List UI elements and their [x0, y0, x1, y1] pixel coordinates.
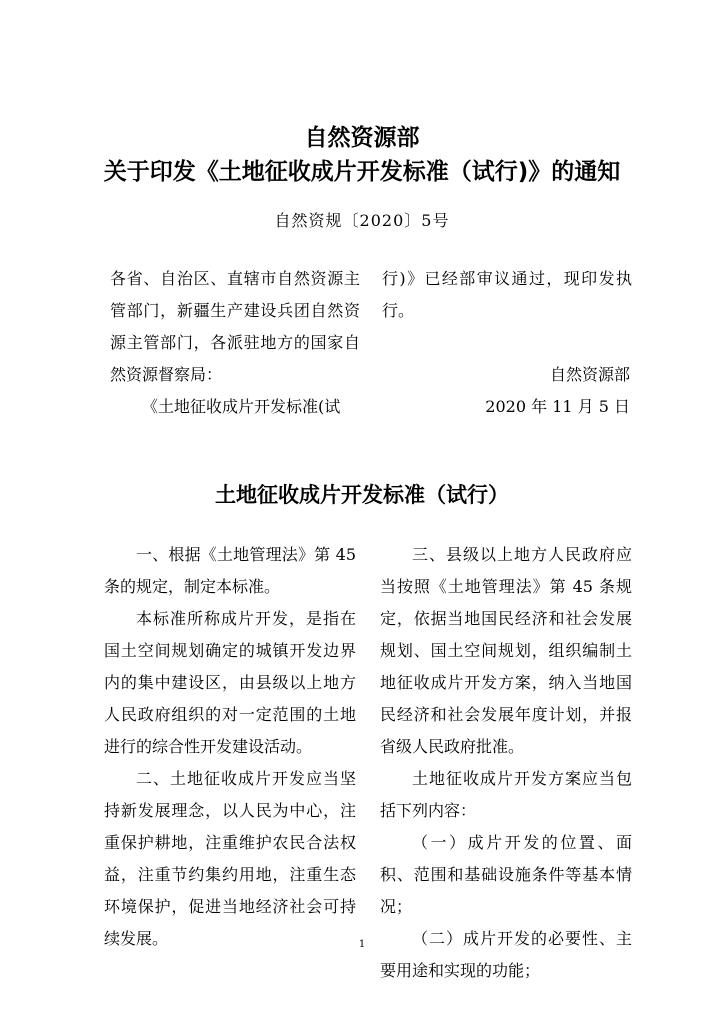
standard-paragraph: 土地征收成片开发方案应当包括下列内容： — [380, 769, 632, 820]
page-number: 1 — [358, 939, 366, 950]
standard-paragraph: （二）成片开发的必要性、主要用途和实现的功能； — [380, 929, 632, 980]
standard-title: 土地征收成片开发标准（试行） — [215, 483, 509, 507]
signature-issuer: 自然资源部 — [549, 365, 630, 384]
standard-paragraph: 一、根据《土地管理法》第 45 条的规定，制定本标准。 — [104, 545, 356, 596]
issuer-heading: 自然资源部 — [304, 125, 420, 151]
standard-paragraph: 本标准所称成片开发，是指在国土空间规划确定的城镇开发边界内的集中建设区，由县级以上地方人民政府组织的对一定范围的土地进行的综合性开发建设活动。 — [104, 609, 356, 756]
standard-right-column — [380, 539, 632, 987]
notice-title: 关于印发《土地征收成片开发标准（试行)》的通知 — [103, 159, 621, 185]
standard-left-column — [104, 539, 356, 955]
standard-paragraph: 二、土地征收成片开发应当坚持新发展理念，以人民为中心，注重保护耕地，注重维护农民合法权益，注重节约集约用地，注重生态环境保护，促进当地经济社会可持续发展。 — [104, 769, 356, 948]
notice-body-end: 行)》已经部审议通过，现印发执行。 — [382, 269, 632, 320]
notice-body-start: 《土地征收成片开发标准(试 — [142, 397, 341, 416]
notice-right-column — [382, 263, 632, 327]
notice-recipients: 各省、自治区、直辖市自然资源主管部门，新疆生产建设兵团自然资源主管部门，各派驻地方的国家自然资源督察局： — [110, 269, 360, 384]
standard-paragraph: （一）成片开发的位置、面积、范围和基础设施条件等基本情况； — [380, 833, 632, 916]
notice-left-column — [110, 263, 360, 423]
standard-paragraph: 三、县级以上地方人民政府应当按照《土地管理法》第 45 条规定，依据当地国民经济和社会发展规划、国土空间规划，组织编制土地征收成片开发方案，纳入当地国民经济和社会发展年度计划，并报省级人民政府批准。 — [380, 545, 632, 756]
signature-date: 2020 年 11 月 5 日 — [485, 397, 630, 416]
document-number: 自然资规〔2020〕5号 — [274, 211, 450, 230]
